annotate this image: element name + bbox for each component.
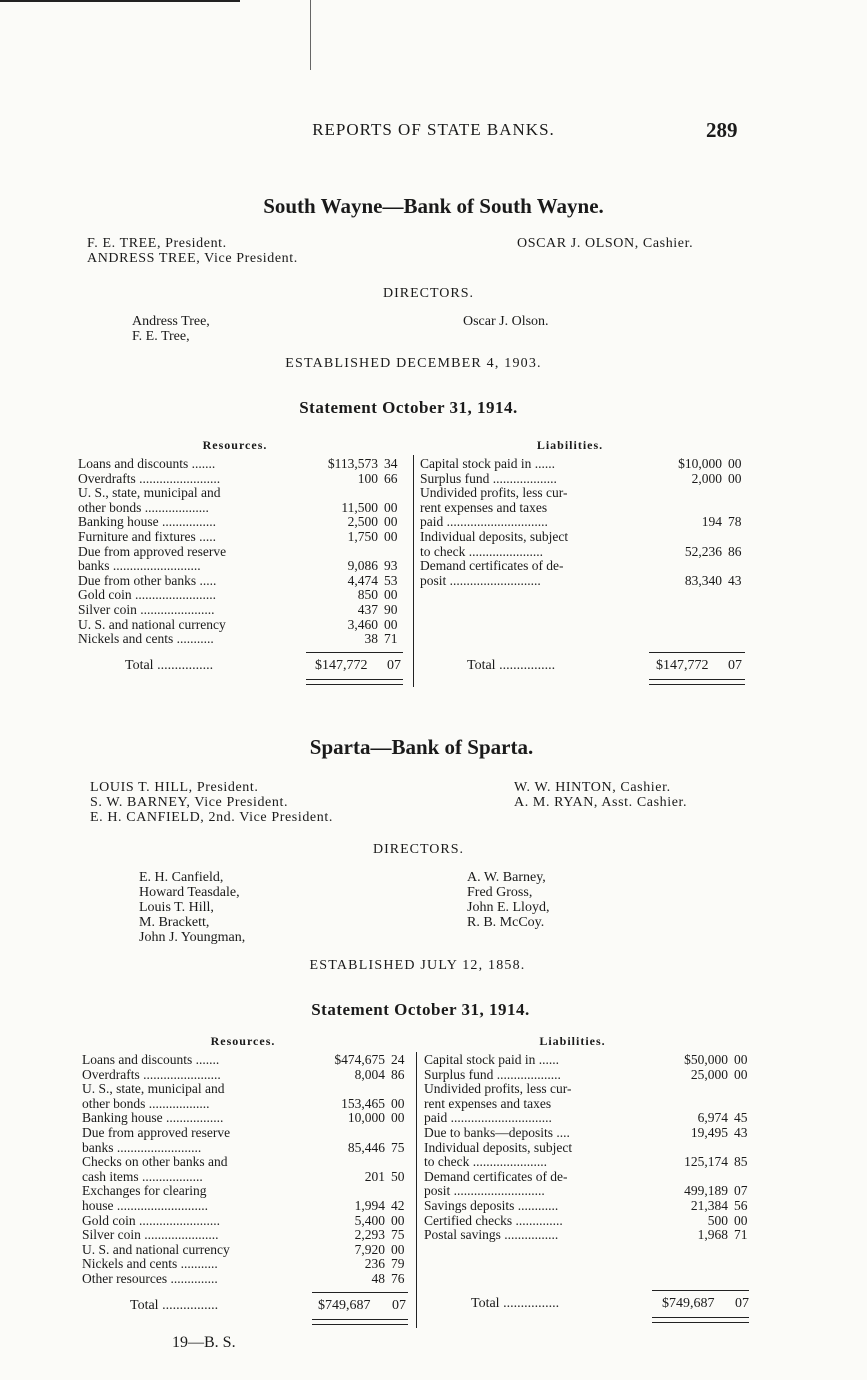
- ledger-row: [82, 1257, 412, 1272]
- ledger-cents: 43: [728, 572, 742, 588]
- ledger-label: U. S., state, municipal and: [82, 1082, 225, 1097]
- ledger-row: [78, 501, 408, 516]
- ledger-label: Silver coin ......................: [82, 1228, 219, 1243]
- statement-title: Statement October 31, 1914.: [299, 398, 518, 417]
- resources-total-cents: 07: [387, 658, 401, 673]
- director: Howard Teasdale,: [139, 885, 240, 900]
- directors-left: [139, 870, 245, 945]
- ledger-cents: 00: [384, 528, 398, 544]
- ledger-label: Loans and discounts .......: [78, 457, 216, 471]
- ledger-amount: 1,994: [354, 1197, 385, 1213]
- ledger-cents: 00: [734, 1052, 748, 1067]
- running-head: REPORTS OF STATE BANKS.: [312, 120, 555, 139]
- ledger-row: [82, 1214, 412, 1229]
- ledger-label: Overdrafts .......................: [82, 1067, 221, 1082]
- ledger-row: [82, 1243, 412, 1258]
- top-rule: [0, 0, 240, 2]
- ledger-label: Demand certificates of de-: [424, 1169, 568, 1184]
- liabilities-total-amount: $147,772: [656, 658, 709, 673]
- ledger-cents: 56: [734, 1197, 748, 1213]
- officer: A. M. RYAN, Asst. Cashier.: [514, 795, 688, 810]
- ledger-cents: 71: [384, 631, 398, 647]
- ledger-row: [424, 1053, 754, 1068]
- ledger-row: [78, 559, 408, 574]
- ledger-row: [420, 559, 750, 574]
- ledger-cents: 86: [391, 1066, 405, 1082]
- ledger-cents: 79: [391, 1256, 405, 1272]
- ledger-row: [82, 1111, 412, 1126]
- ledger-amount: 2,000: [691, 470, 722, 486]
- officer: W. W. HINTON, Cashier.: [514, 780, 671, 795]
- ledger-label: Gold coin ........................: [78, 588, 216, 603]
- total-rule: [649, 652, 745, 653]
- ledger-label: Due from approved reserve: [78, 544, 227, 559]
- ledger-amount: 437: [357, 601, 378, 617]
- ledger-row: [78, 486, 408, 501]
- ledger-amount: 201: [364, 1168, 385, 1184]
- ledger-row: [78, 574, 408, 589]
- ledger-row: [78, 457, 408, 472]
- director: Fred Gross,: [467, 885, 533, 900]
- double-rule: [306, 679, 403, 680]
- ledger-cents: 00: [391, 1241, 405, 1257]
- director: A. W. Barney,: [467, 870, 546, 885]
- directors-right: [463, 314, 549, 329]
- ledger-amount: 48: [371, 1270, 385, 1286]
- ledger-cents: 24: [391, 1052, 405, 1067]
- ledger-row: [82, 1126, 412, 1141]
- ledger-cents: 86: [728, 543, 742, 559]
- ledger-label: Surplus fund ...................: [424, 1067, 561, 1082]
- officers-left: [90, 780, 333, 825]
- ledger-label: banks .........................: [82, 1140, 202, 1155]
- ledger-label: Due to banks—deposits ....: [424, 1125, 570, 1140]
- ledger-label: Checks on other banks and: [82, 1155, 228, 1170]
- officer: ANDRESS TREE, Vice President.: [87, 251, 298, 266]
- ledger-cents: 34: [384, 456, 398, 471]
- ledger-amount: $50,000: [684, 1052, 728, 1067]
- ledger-label: Undivided profits, less cur-: [420, 486, 568, 501]
- ledger-amount: 8,004: [354, 1066, 385, 1082]
- ledger-row: [78, 632, 408, 647]
- ledger-row: [420, 515, 750, 530]
- ledger-label: Undivided profits, less cur-: [424, 1082, 572, 1097]
- ledger-label: Certified checks ..............: [424, 1213, 563, 1228]
- director: F. E. Tree,: [132, 329, 190, 344]
- established: ESTABLISHED JULY 12, 1858.: [309, 958, 526, 973]
- ledger-cents: 00: [391, 1212, 405, 1228]
- officer: LOUIS T. HILL, President.: [90, 780, 259, 795]
- ledger-cents: 45: [734, 1110, 748, 1126]
- ledger-label: U. S., state, municipal and: [78, 486, 221, 501]
- ledger-row: [82, 1184, 412, 1199]
- column-divider: [413, 455, 414, 687]
- double-rule: [652, 1322, 749, 1323]
- double-rule: [649, 679, 745, 680]
- ledger-row: [420, 501, 750, 516]
- ledger-label: rent expenses and taxes: [424, 1096, 552, 1111]
- ledger-label: Loans and discounts .......: [82, 1053, 220, 1067]
- ledger-cents: 93: [384, 558, 398, 574]
- officers-left: [87, 236, 298, 266]
- ledger-cents: 43: [734, 1124, 748, 1140]
- ledger-amount: 125,174: [684, 1154, 728, 1170]
- ledger-cents: 85: [734, 1154, 748, 1170]
- ledger-amount: 9,086: [347, 558, 378, 574]
- ledger-row: [424, 1068, 754, 1083]
- ledger-row: [82, 1155, 412, 1170]
- ledger-row: [424, 1228, 754, 1243]
- ledger-label: house ...........................: [82, 1198, 208, 1213]
- ledger-label: Gold coin ........................: [82, 1213, 220, 1228]
- ledger-label: Nickels and cents ...........: [78, 632, 214, 647]
- ledger-row: [82, 1053, 412, 1068]
- director: John E. Lloyd,: [467, 900, 550, 915]
- ledger-label: Capital stock paid in ......: [424, 1053, 559, 1067]
- column-divider: [416, 1052, 417, 1328]
- double-rule: [312, 1324, 408, 1325]
- double-rule: [649, 684, 745, 685]
- ledger-row: [424, 1097, 754, 1112]
- ledger-cents: 71: [734, 1227, 748, 1243]
- ledger-cents: 00: [391, 1110, 405, 1126]
- ledger-row: [420, 530, 750, 545]
- directors-heading: DIRECTORS.: [382, 286, 475, 301]
- ledger-label: U. S. and national currency: [82, 1242, 230, 1257]
- ledger-amount: 21,384: [690, 1197, 728, 1213]
- ledger-amount: 194: [701, 514, 722, 530]
- ledger-amount: 850: [357, 587, 378, 603]
- ledger-row: [82, 1272, 412, 1287]
- ledger-amount: 236: [364, 1256, 385, 1272]
- director: Oscar J. Olson.: [463, 314, 549, 329]
- ledger-row: [82, 1170, 412, 1185]
- ledger-amount: $10,000: [678, 456, 722, 471]
- ledger-row: [82, 1082, 412, 1097]
- ledger-amount: 6,974: [697, 1110, 728, 1126]
- resources-list: [82, 1053, 412, 1287]
- ledger-label: other bonds ...................: [78, 500, 209, 515]
- ledger-row: [82, 1141, 412, 1156]
- liabilities-total-label: Total ................: [471, 1296, 560, 1311]
- ledger-amount: 7,920: [354, 1241, 385, 1257]
- ledger-amount: $474,675: [334, 1052, 385, 1067]
- ledger-amount: 10,000: [347, 1110, 385, 1126]
- liabilities-heading: Liabilities.: [539, 1034, 606, 1048]
- ledger-amount: 19,495: [690, 1124, 728, 1140]
- liabilities-total-cents: 07: [735, 1296, 749, 1311]
- directors-left: [132, 314, 210, 344]
- ledger-amount: 4,474: [347, 572, 378, 588]
- ledger-row: [424, 1155, 754, 1170]
- ledger-cents: 53: [384, 572, 398, 588]
- bank-name: Sparta—Bank of Sparta.: [309, 735, 534, 759]
- ledger-row: [78, 618, 408, 633]
- ledger-row: [420, 486, 750, 501]
- ledger-amount: 38: [364, 631, 378, 647]
- ledger-row: [424, 1199, 754, 1214]
- ledger-cents: 78: [728, 514, 742, 530]
- ledger-amount: 2,500: [347, 514, 378, 530]
- ledger-row: [82, 1228, 412, 1243]
- ledger-amount: 500: [707, 1212, 728, 1228]
- ledger-label: banks ..........................: [78, 559, 201, 574]
- ledger-label: Savings deposits ............: [424, 1198, 559, 1213]
- ledger-amount: 5,400: [354, 1212, 385, 1228]
- ledger-label: paid ..............................: [420, 515, 548, 530]
- ledger-row: [424, 1170, 754, 1185]
- ledger-row: [78, 515, 408, 530]
- page-number: 289: [706, 118, 738, 142]
- ledger-row: [420, 457, 750, 472]
- resources-heading: Resources.: [210, 1034, 276, 1048]
- ledger-amount: 52,236: [684, 543, 722, 559]
- ledger-row: [424, 1126, 754, 1141]
- ledger-amount: 100: [357, 470, 378, 486]
- ledger-label: Furniture and fixtures .....: [78, 529, 216, 544]
- liabilities-list: [424, 1053, 754, 1243]
- ledger-label: Other resources ..............: [82, 1271, 218, 1286]
- ledger-label: U. S. and national currency: [78, 617, 226, 632]
- ledger-label: paid ..............................: [424, 1111, 552, 1126]
- total-rule: [312, 1292, 408, 1293]
- ledger-cents: 07: [734, 1183, 748, 1199]
- director: Louis T. Hill,: [139, 900, 214, 915]
- ledger-row: [424, 1184, 754, 1199]
- ledger-row: [78, 545, 408, 560]
- double-rule: [312, 1319, 408, 1320]
- ledger-amount: 499,189: [684, 1183, 728, 1199]
- ledger-cents: 66: [384, 470, 398, 486]
- ledger-row: [424, 1111, 754, 1126]
- ledger-label: Silver coin ......................: [78, 602, 215, 617]
- ledger-amount: 3,460: [347, 616, 378, 632]
- ledger-amount: $113,573: [327, 456, 378, 471]
- ledger-row: [82, 1199, 412, 1214]
- ledger-cents: 00: [384, 616, 398, 632]
- double-rule: [306, 684, 403, 685]
- ledger-cents: 76: [391, 1270, 405, 1286]
- liabilities-total-amount: $749,687: [662, 1296, 715, 1311]
- ledger-cents: 00: [384, 499, 398, 515]
- directors-right: [467, 870, 549, 930]
- ledger-row: [78, 472, 408, 487]
- ledger-cents: 75: [391, 1227, 405, 1243]
- ledger-cents: 75: [391, 1139, 405, 1155]
- ledger-label: Postal savings ................: [424, 1228, 559, 1243]
- ledger-amount: 2,293: [354, 1227, 385, 1243]
- officers-right: [514, 780, 687, 810]
- ledger-cents: 00: [384, 514, 398, 530]
- ledger-label: cash items ..................: [82, 1169, 203, 1184]
- total-rule: [652, 1290, 749, 1291]
- ledger-label: Individual deposits, subject: [420, 529, 569, 544]
- ledger-cents: 00: [734, 1212, 748, 1228]
- ledger-label: Banking house ................: [78, 515, 216, 530]
- ledger-label: posit ...........................: [420, 573, 541, 588]
- ledger-row: [420, 574, 750, 589]
- statement-title: Statement October 31, 1914.: [311, 1000, 530, 1019]
- ledger-cents: 00: [734, 1066, 748, 1082]
- established: ESTABLISHED DECEMBER 4, 1903.: [285, 356, 542, 371]
- ledger-amount: 85,446: [347, 1139, 385, 1155]
- ledger-cents: 00: [728, 470, 742, 486]
- total-rule: [306, 652, 403, 653]
- ledger-label: Individual deposits, subject: [424, 1140, 573, 1155]
- ledger-label: to check ......................: [420, 544, 543, 559]
- liabilities-total-cents: 07: [728, 658, 742, 673]
- officers-right: [517, 236, 693, 251]
- resources-heading: Resources.: [202, 438, 268, 452]
- ledger-label: rent expenses and taxes: [420, 500, 548, 515]
- scan-mark: [310, 0, 311, 70]
- ledger-row: [78, 603, 408, 618]
- ledger-label: Banking house .................: [82, 1111, 224, 1126]
- ledger-row: [78, 530, 408, 545]
- ledger-amount: 153,465: [341, 1095, 385, 1111]
- director: John J. Youngman,: [139, 930, 246, 945]
- liabilities-heading: Liabilities.: [536, 438, 604, 452]
- resources-total-amount: $147,772: [315, 658, 368, 673]
- ledger-row: [82, 1097, 412, 1112]
- ledger-row: [420, 472, 750, 487]
- ledger-amount: 11,500: [341, 499, 378, 515]
- liabilities-total-label: Total ................: [467, 658, 556, 673]
- directors-heading: DIRECTORS.: [372, 842, 465, 857]
- ledger-label: Due from approved reserve: [82, 1125, 231, 1140]
- ledger-label: Demand certificates of de-: [420, 559, 564, 574]
- signature-mark: 19—B. S.: [172, 1334, 236, 1351]
- ledger-cents: 00: [391, 1095, 405, 1111]
- ledger-amount: 83,340: [684, 572, 722, 588]
- ledger-label: to check ......................: [424, 1155, 547, 1170]
- ledger-row: [82, 1068, 412, 1083]
- double-rule: [652, 1317, 749, 1318]
- officer: S. W. BARNEY, Vice President.: [90, 795, 289, 810]
- director: Andress Tree,: [132, 314, 210, 329]
- ledger-row: [424, 1141, 754, 1156]
- resources-total-amount: $749,687: [318, 1298, 371, 1313]
- ledger-label: posit ...........................: [424, 1184, 545, 1199]
- ledger-label: Due from other banks .....: [78, 573, 217, 588]
- ledger-cents: 00: [384, 587, 398, 603]
- resources-total-label: Total ................: [130, 1298, 219, 1313]
- liabilities-list: [420, 457, 750, 588]
- ledger-cents: 00: [728, 456, 742, 471]
- ledger-amount: 1,968: [697, 1227, 728, 1243]
- ledger-row: [424, 1214, 754, 1229]
- ledger-label: Nickels and cents ...........: [82, 1257, 218, 1272]
- ledger-row: [420, 545, 750, 560]
- ledger-cents: 50: [391, 1168, 405, 1184]
- ledger-label: other bonds ..................: [82, 1096, 210, 1111]
- resources-total-label: Total ................: [125, 658, 214, 673]
- director: E. H. Canfield,: [139, 870, 224, 885]
- resources-total-cents: 07: [392, 1298, 406, 1313]
- bank-name: South Wayne—Bank of South Wayne.: [263, 194, 604, 218]
- ledger-label: Surplus fund ...................: [420, 471, 557, 486]
- officer: F. E. TREE, President.: [87, 236, 227, 251]
- ledger-cents: 90: [384, 601, 398, 617]
- resources-list: [78, 457, 408, 647]
- ledger-cents: 42: [391, 1197, 405, 1213]
- ledger-row: [78, 588, 408, 603]
- ledger-amount: 1,750: [347, 528, 378, 544]
- ledger-row: [424, 1082, 754, 1097]
- officer: E. H. CANFIELD, 2nd. Vice President.: [90, 810, 333, 825]
- ledger-label: Overdrafts ........................: [78, 471, 221, 486]
- officer: OSCAR J. OLSON, Cashier.: [517, 236, 694, 251]
- director: R. B. McCoy.: [467, 915, 545, 930]
- ledger-label: Capital stock paid in ......: [420, 457, 555, 471]
- ledger-amount: 25,000: [690, 1066, 728, 1082]
- ledger-label: Exchanges for clearing: [82, 1184, 207, 1199]
- director: M. Brackett,: [139, 915, 210, 930]
